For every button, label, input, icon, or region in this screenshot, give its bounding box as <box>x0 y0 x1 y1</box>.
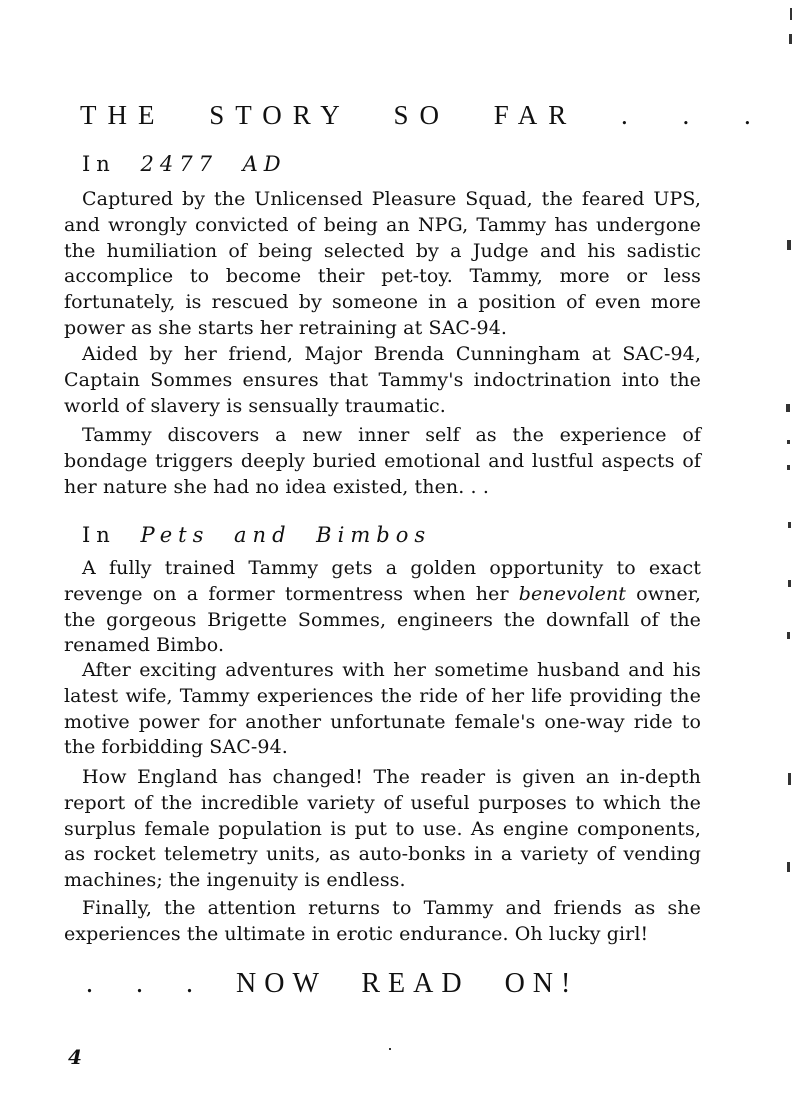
page-title: THE STORY SO FAR . . . <box>80 100 762 130</box>
scan-mark <box>789 34 792 44</box>
paragraph: Finally, the attention returns to Tammy and friends as she experiences the ultimate in erotic endurance. Oh lucky girl! <box>64 897 701 945</box>
scan-mark <box>787 465 790 470</box>
scan-mark <box>788 580 791 587</box>
section-heading-title: 2477 AD <box>140 152 287 176</box>
paragraph: How England has changed! The reader is given an in-depth report of the incredible variety of useful purposes to which the surplus female population is put to use. As engine components, as rocket telemetry units, as auto-bonks in a variety of vending machines; the ingenuity is endless. <box>64 766 701 892</box>
section-heading-2477-ad <box>82 152 287 176</box>
page-number: 4 <box>68 1045 82 1069</box>
section-heading-title: Pets and Bimbos <box>140 523 432 547</box>
scan-mark <box>389 1048 391 1050</box>
paragraph <box>64 556 701 659</box>
section-heading-prefix: In <box>82 523 116 547</box>
section-heading-prefix: In <box>82 152 116 176</box>
paragraph-text: owner, the gorgeous Brigette Sommes, engineers the downfall of the renamed Bimbo. <box>64 582 701 657</box>
paragraph: Tammy discovers a new inner self as the experience of bondage triggers deeply buried emotional and lustful aspects of her nature she had no idea existed, then. . . <box>64 424 701 498</box>
paragraph: After exciting adventures with her sometime husband and his latest wife, Tammy experiences the ride of her life providing the motive power for another unfortunate female's one-way ride to the forbidding SAC-94. <box>64 659 701 759</box>
scan-mark <box>787 240 791 250</box>
scan-mark <box>788 773 791 785</box>
emphasis-benevolent: benevolent <box>518 582 627 605</box>
paragraph-text: A fully trained Tammy gets a golden opportunity to exact revenge on a former tormentress when her <box>64 557 701 605</box>
paragraph: Captured by the Unlicensed Pleasure Squad, the feared UPS, and wrongly convicted of being an NPG, Tammy has undergone the humiliation of being selected by a Judge and his sadistic accomplice to become their pet-toy. Tammy, more or less fortunately, is rescued by someone in a position of even more power as she starts her retraining at SAC-94. <box>64 188 701 339</box>
scan-mark <box>788 522 791 528</box>
scan-mark <box>790 8 792 20</box>
scan-mark <box>786 404 790 412</box>
scan-mark <box>787 862 790 872</box>
read-on-line: . . . NOW READ ON! <box>86 968 579 999</box>
section-heading-pets-and-bimbos <box>82 523 431 547</box>
paragraph: Aided by her friend, Major Brenda Cunningham at SAC-94, Captain Sommes ensures that Tammy's indoctrination into the world of slavery is sensually traumatic. <box>64 343 701 417</box>
scan-mark <box>787 440 790 444</box>
scan-mark <box>787 632 790 639</box>
